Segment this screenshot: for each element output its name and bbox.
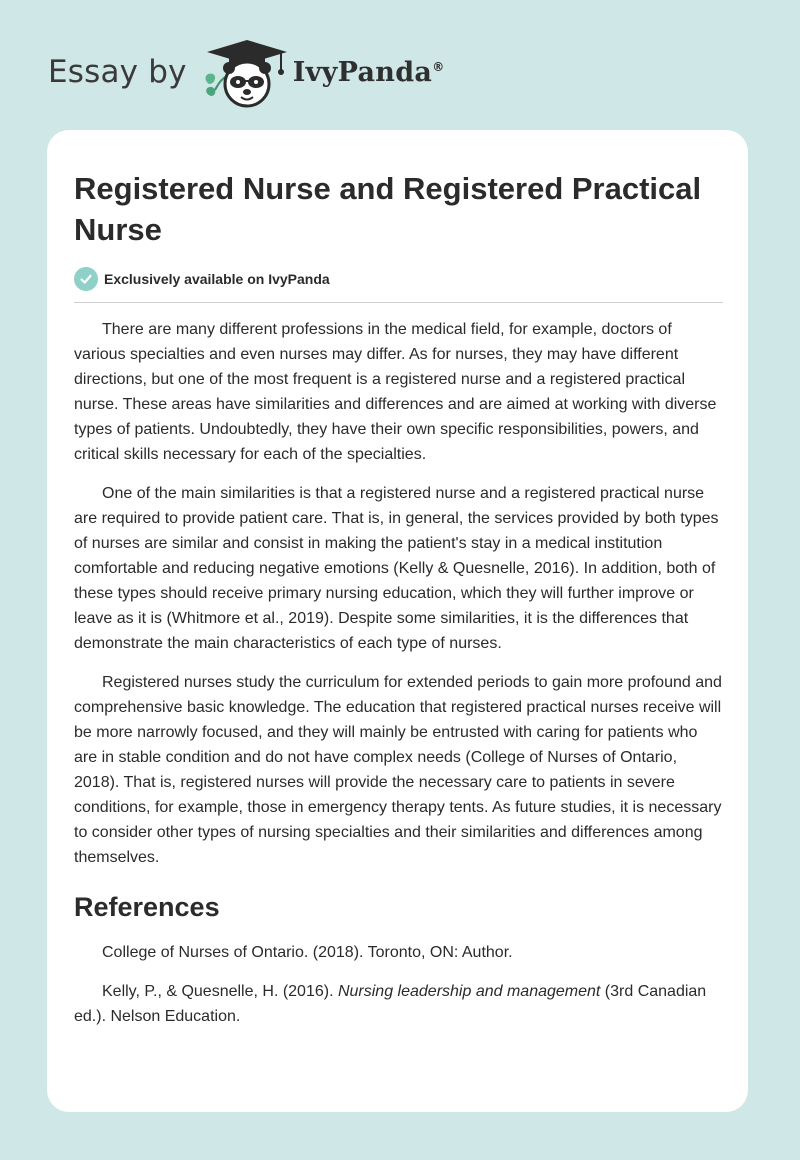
essay-card (47, 130, 748, 1112)
essay-content (74, 168, 723, 1043)
panda-logo-icon (201, 34, 291, 110)
body-paragraph-1: There are many different professions in the medical field, for example, doctors of various specialties and even nurses may differ. As for nurses, they may have different directions, but one of the most frequent is a registered nurse and a registered practical nurse. These areas have similarities and differences and are aimed at working with diverse types of patients. Undoubtedly, they have their own specific responsibilities, powers, and critical skills necessary for each of the specialties. (74, 321, 717, 463)
brand-name-text: IvyPanda (292, 56, 433, 88)
essay-title: Registered Nurse and Registered Practical Nurse (74, 171, 702, 247)
reference-2-publisher: (3rd Canadian ed.). Nelson Education. (74, 983, 707, 1025)
reference-2-book-title: Nursing leadership and management (337, 983, 601, 1000)
exclusive-text: Exclusively available on IvyPanda (104, 271, 330, 287)
brand-prefix: Essay by (48, 54, 187, 90)
reference-2-authors: Kelly, P., & Quesnelle, H. (2016). (102, 983, 338, 1000)
brand-header[interactable] (48, 34, 445, 110)
reference-1: College of Nurses of Ontario. (2018). Toronto, ON: Author. (102, 944, 513, 961)
references-heading: References (74, 892, 220, 922)
check-icon (74, 267, 98, 291)
exclusive-badge (74, 266, 723, 292)
title-divider (74, 302, 723, 303)
body-paragraph-3: Registered nurses study the curriculum for extended periods to gain more profound and comprehensive basic knowledge. The education that registered practical nurses receive will be more narrowly focused, and they will mainly be entrusted with caring for patients who are in stable condition and do not have complex needs (College of Nurses of Ontario, 2018). That is, registered nurses will provide the necessary care to patients in severe conditions, for example, those in emergency therapy tents. As future studies, it is necessary to consider other types of nursing specialties and their similarities and differences among themselves. (74, 674, 722, 866)
body-paragraph-2: One of the main similarities is that a registered nurse and a registered practical nurse are required to provide patient care. That is, in general, the services provided by both types of nurses are similar and consist in making the patient's stay in a medical institution comfortable and reducing negative emotions (Kelly & Quesnelle, 2016). In addition, both of these types should receive primary nursing education, which they will further improve or leave as it is (Whitmore et al., 2019). Despite some similarities, it is the differences that demonstrate the main characteristics of each type of nurses. (74, 485, 719, 652)
reference-2 (74, 979, 723, 1029)
registered-mark: ® (432, 59, 445, 74)
brand-name (293, 57, 445, 88)
checkmark-icon (79, 272, 93, 286)
